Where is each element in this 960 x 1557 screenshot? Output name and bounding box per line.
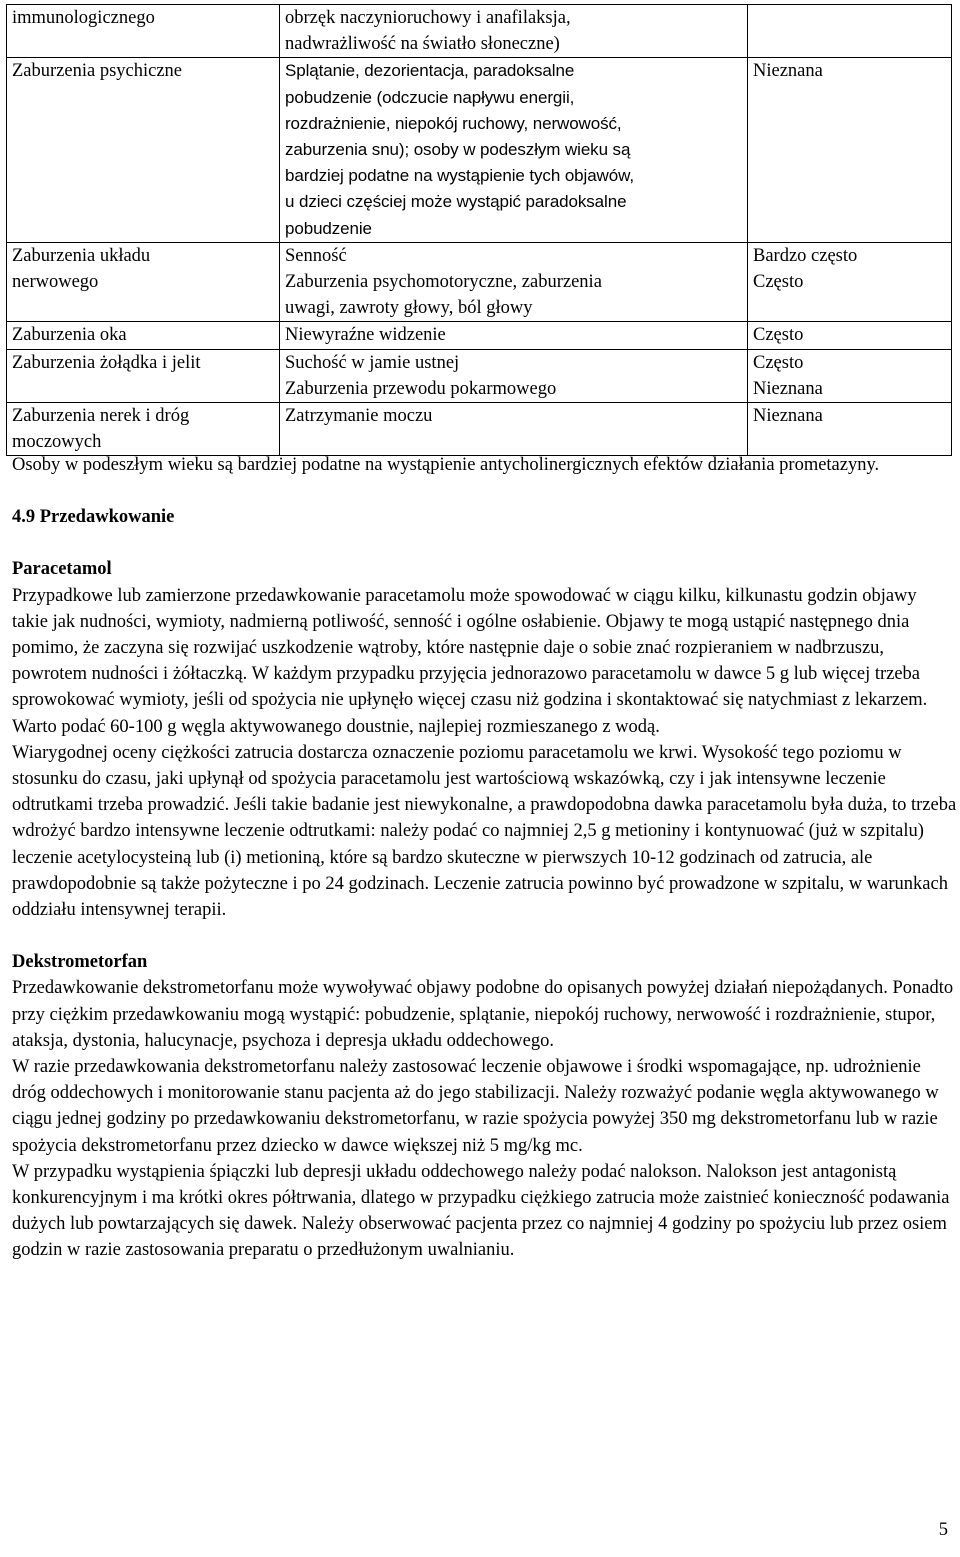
table-row (7, 58, 952, 242)
cell-line: Zaburzenia psychiczne (12, 61, 183, 82)
cell-line: Bardzo często (753, 245, 858, 266)
adverse-effect-cell (280, 5, 748, 58)
cell-line: zaburzenia snu); osoby w podeszłym wieku są (285, 140, 631, 160)
adverse-effect-cell (280, 349, 748, 402)
cell-line: uwagi, zawroty głowy, ból głowy (285, 298, 533, 319)
adverse-effects-table-body (7, 5, 952, 456)
cell-line: Zaburzenia psychomotoryczne, zaburzenia (285, 272, 602, 293)
dextromethorphan-paragraph-1: Przedawkowanie dekstrometorfanu może wywoływać objawy podobne do opisanych powyżej działań niepożądanych. Ponadto przy ciężkim przedawkowaniu mogą wystąpić: pobudzenie, splątanie, niepokój ruchowy, nerwowość i rozdrażnienie, stupor, ataksja, dystonia, halucynacje, psychoza i depresja układu oddechowego. (12, 978, 954, 1051)
cell-line: Senność (285, 245, 347, 266)
adverse-effect-cell (280, 242, 748, 322)
frequency-cell (748, 242, 952, 322)
table-row (7, 403, 952, 456)
table-row (7, 5, 952, 58)
cell-line: Zaburzenia przewodu pokarmowego (285, 378, 557, 399)
cell-line: nerwowego (12, 272, 99, 293)
cell-line: Zaburzenia układu (12, 245, 151, 266)
frequency-cell (748, 349, 952, 402)
cell-line: Splątanie, dezorientacja, paradoksalne (285, 61, 575, 81)
frequency-cell (748, 322, 952, 349)
cell-line: Zaburzenia nerek i dróg (12, 406, 190, 427)
cell-line: Nieznana (753, 61, 823, 82)
section-heading: 4.9 Przedawkowanie (12, 507, 175, 528)
page-number: 5 (938, 1520, 948, 1540)
dextromethorphan-paragraph-3: W przypadku wystąpienia śpiączki lub depresji układu oddechowego należy podać nalokson. Nalokson jest antagonistą konkurencyjnym i ma krótki okres półtrwania, dlatego w przypadku ciężkiego zatrucia może zaistnieć konieczność podawania dużych lub powtarzających się dawek. Należy obserwować pacjenta przez co najmniej 4 godziny po spożyciu lub przez osiem godzin w razie zastosowania preparatu o przedłużonym uwalnianiu. (12, 1161, 950, 1261)
organ-class-cell (7, 242, 280, 322)
cell-line: u dzieci częściej może wystąpić paradoksalne (285, 192, 627, 212)
cell-line: rozdrażnienie, niepokój ruchowy, nerwowość, (285, 113, 622, 133)
frequency-cell (748, 58, 952, 242)
cell-line: Nieznana (753, 378, 823, 399)
adverse-effects-table (6, 4, 952, 456)
body-text (12, 452, 957, 1264)
cell-line: Często (753, 352, 804, 373)
adverse-effect-cell (280, 58, 748, 242)
dextromethorphan-paragraph-2: W razie przedawkowania dekstrometorfanu należy zastosować leczenie objawowe i środki wspomagające, np. udrożnienie dróg oddechowych i monitorowanie stanu pacjenta aż do jego stabilizacji. Należy rozważyć podanie węgla aktywowanego w ciągu jednej godziny po przedawkowaniu dekstrometorfanu, w razie spożycia powyżej 350 mg dekstrometorfanu lub w razie spożycia dekstrometorfanu przez dziecko w dawce większej niż 5 mg/kg mc. (12, 1057, 939, 1156)
organ-class-cell (7, 403, 280, 456)
paracetamol-heading: Paracetamol (12, 559, 112, 580)
table-row (7, 242, 952, 322)
cell-line: pobudzenie (285, 218, 372, 238)
cell-line: immunologicznego (12, 8, 155, 28)
adverse-effect-cell (280, 322, 748, 349)
cell-line: Zatrzymanie moczu (285, 406, 433, 427)
cell-line: Suchość w jamie ustnej (285, 352, 460, 373)
adverse-effect-cell (280, 403, 748, 456)
cell-line: Niewyraźne widzenie (285, 325, 446, 346)
table-row (7, 349, 952, 402)
cell-line: nadwrażliwość na światło słoneczne) (285, 34, 560, 55)
frequency-cell (748, 5, 952, 58)
cell-line: bardziej podatne na wystąpienie tych objawów, (285, 166, 634, 186)
frequency-cell (748, 403, 952, 456)
organ-class-cell (7, 322, 280, 349)
organ-class-cell (7, 5, 280, 58)
cell-line: Często (753, 325, 804, 346)
cell-line: Zaburzenia oka (12, 325, 127, 346)
cell-line: pobudzenie (odczucie napływu energii, (285, 87, 575, 107)
cell-line: obrzęk naczynioruchowy i anafilaksja, (285, 8, 571, 28)
cell-line: Nieznana (753, 406, 823, 427)
elderly-note: Osoby w podeszłym wieku są bardziej podatne na wystąpienie antycholinergicznych efektów działania prometazyny. (12, 455, 880, 475)
dextromethorphan-heading: Dekstrometorfan (12, 952, 148, 973)
cell-line: Zaburzenia żołądka i jelit (12, 352, 201, 373)
organ-class-cell (7, 58, 280, 242)
cell-line: Często (753, 272, 804, 293)
paracetamol-paragraph-1: Przypadkowe lub zamierzone przedawkowanie paracetamolu może spowodować w ciągu kilku, kilkunastu godzin objawy takie jak nudności, wymioty, nadmierną potliwość, senność i ogólne osłabienie. Objawy te mogą ustąpić następnego dnia pomimo, że zaczyna się rozwijać uszkodzenie wątroby, które następnie daje o sobie znać rozpieraniem w nadbrzuszu, powrotem nudności i żółtaczką. W każdym przypadku przyjęcia jednorazowo paracetamolu w dawce 5 g lub więcej trzeba sprowokować wymioty, jeśli od spożycia nie upłynęło więcej czasu niż godzina i skontaktować się natychmiast z lekarzem. Warto podać 60-100 g węgla aktywowanego doustnie, najlepiej rozmieszanego z wodą. (12, 585, 928, 737)
cell-line: moczowych (12, 432, 102, 453)
paracetamol-paragraph-2: Wiarygodnej oceny ciężkości zatrucia dostarcza oznaczenie poziomu paracetamolu we krwi. Wysokość tego poziomu w stosunku do czasu, jaki upłynął od spożycia paracetamolu jest wartościową wskazówką, czy i jak intensywne leczenie odtrutkami trzeba prowadzić. Jeśli takie badanie jest niewykonalne, a prawdopodobna dawka paracetamolu była duża, to trzeba wdrożyć bardzo intensywne leczenie odtrutkami: należy podać co najmniej 2,5 g metioniny i kontynuować (już w szpitalu) leczenie acetylocysteiną lub (i) metioniną, które są bardzo skuteczne w pierwszych 10-12 godzinach od zatrucia, ale prawdopodobnie są także pożyteczne i po 24 godzinach. Leczenie zatrucia powinno być prowadzone w szpitalu, w warunkach oddziału intensywnej terapii. (12, 742, 957, 921)
table-row (7, 322, 952, 349)
organ-class-cell (7, 349, 280, 402)
